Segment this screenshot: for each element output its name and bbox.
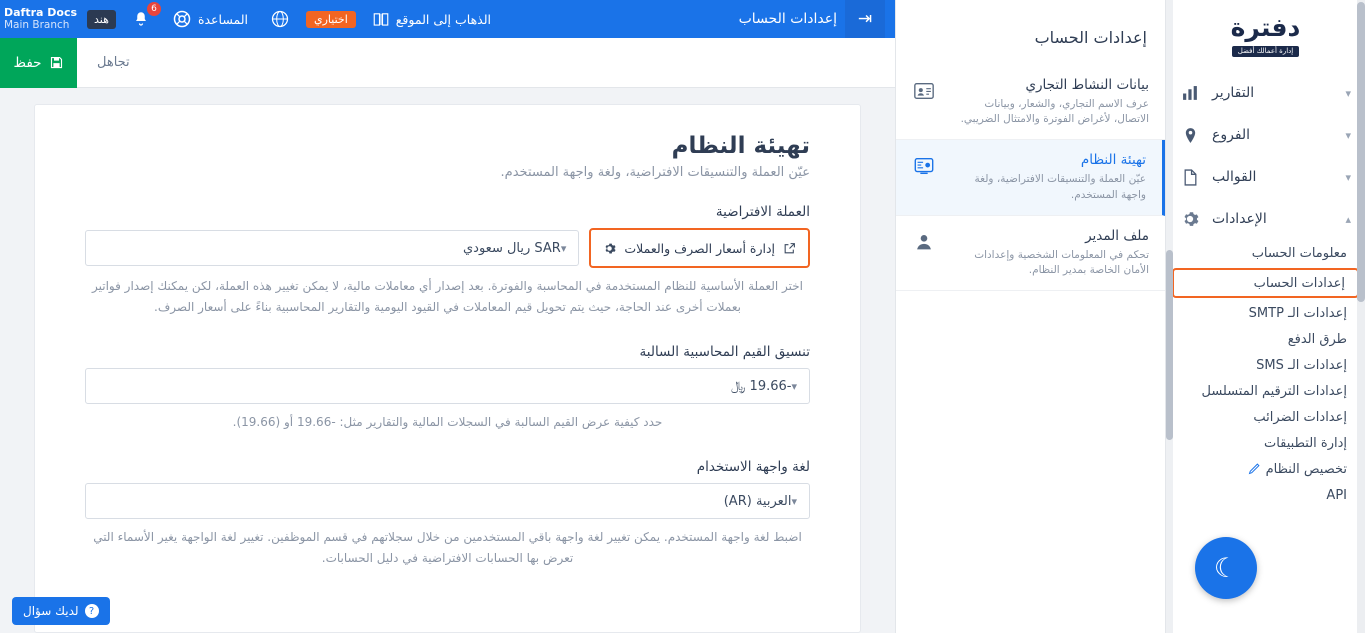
sidebar-group-templates[interactable] xyxy=(1166,156,1365,198)
sidebar-item-account-info[interactable] xyxy=(1166,240,1365,266)
default-currency-help: اختر العملة الأساسية للنظام المستخدمة في المحاسبة والفوترة. بعد إصدار أي معاملات مالية، لا يمكن تغيير هذه العملة، لكن يمكنك إصدار فواتير بعملات أخرى عند الحاجة، حيث يتم تحويل قيم المعاملات في القيود اليومية والتقارير المحاسبية بناءً على أسعار الصرف. xyxy=(91,279,804,314)
default-currency-value: SAR ريال سعودي xyxy=(463,240,561,256)
sidebar-group-label: الإعدادات xyxy=(1212,211,1267,227)
topbar-item-label: المساعدة xyxy=(197,11,248,27)
brand-tagline: إدارة أعمالك أفضل xyxy=(1232,46,1300,57)
ui-language-row xyxy=(85,483,810,519)
book-icon xyxy=(372,10,390,28)
globe-icon xyxy=(270,9,290,29)
ui-language-select[interactable] xyxy=(85,483,810,519)
topbar-help[interactable] xyxy=(166,0,254,38)
branch-title: Daftra Docs xyxy=(4,5,78,19)
action-bar xyxy=(0,38,895,88)
topbar-right-cluster xyxy=(731,0,885,38)
page-scrollbar-thumb[interactable] xyxy=(1357,2,1365,302)
ui-language-help: اضبط لغة واجهة المستخدم. يمكن تغيير لغة واجهة باقي المستخدمين من خلال سجلاتهم في قسم الموظفين. تغيير لغة الواجهة يغير الأسماء التي تعرض بها الحسابات الافتراضية في دليل الحسابات. xyxy=(93,530,802,565)
sidebar-item-label: طرق الدفع xyxy=(1287,331,1347,347)
top-bar xyxy=(0,0,895,38)
negative-format-help: حدد كيفية عرض القيم السالبة في السجلات المالية والتقارير مثل: -19.66 أو (19.66). xyxy=(232,415,663,429)
sidebar-item-label: إعدادات الترقيم المتسلسل xyxy=(1201,383,1347,399)
sidebar-item-payment-methods[interactable] xyxy=(1166,326,1365,352)
system-config-icon xyxy=(912,154,936,178)
ui-language-label: لغة واجهة الاستخدام xyxy=(696,459,810,475)
collapse-menu-icon[interactable]: ⇥ xyxy=(845,0,885,38)
panel-item-title: تهيئة النظام xyxy=(1080,152,1146,169)
gear-icon xyxy=(1180,209,1200,229)
panel-item-desc: عيّن العملة والتنسيقات الافتراضية، ولغة واجهة المستخدم. xyxy=(974,173,1146,201)
sidebar-item-api[interactable] xyxy=(1166,482,1365,508)
sidebar-item-label: تخصيص النظام xyxy=(1265,461,1347,477)
panel-item-business-data[interactable] xyxy=(896,65,1165,140)
bar-chart-icon xyxy=(1180,83,1200,103)
ignore-button[interactable]: تجاهل xyxy=(97,55,130,70)
branch-subtitle: Main Branch xyxy=(4,19,70,32)
ui-language-value: العربية (AR) xyxy=(723,493,792,509)
sidebar-item-label: إعدادات الحساب xyxy=(1253,275,1345,291)
topbar-notifications[interactable] xyxy=(126,0,156,38)
sidebar-item-account-settings[interactable] xyxy=(1172,268,1359,298)
chevron-up-icon: ▴ xyxy=(1345,212,1351,226)
panel-item-desc: عرف الاسم التجاري، والشعار، وبيانات الاتصال، لأغراض الفوترة والامتثال الضريبي. xyxy=(960,98,1149,126)
panel-item-title: بيانات النشاط التجاري xyxy=(1025,77,1149,93)
sidebar-item-label: إعدادات الـ SMTP xyxy=(1248,305,1347,321)
panel-item-system-config[interactable] xyxy=(896,140,1165,215)
sidebar-group-branches[interactable] xyxy=(1166,114,1365,156)
save-button-label: حفظ xyxy=(13,54,42,71)
lifebuoy-icon xyxy=(172,9,192,29)
topbar-item-label: الذهاب إلى الموقع xyxy=(395,11,492,27)
gear-icon xyxy=(603,242,616,255)
negative-format-value: -19.66 ﷼ xyxy=(731,378,792,394)
sidebar-item-label: معلومات الحساب xyxy=(1251,245,1347,261)
page-title: تهيئة النظام xyxy=(671,133,810,159)
branch-indicator[interactable] xyxy=(0,6,77,33)
help-fab-label: لديك سؤال xyxy=(23,604,79,618)
panel-item-admin-profile[interactable] xyxy=(896,216,1165,291)
sidebar-scrollbar[interactable] xyxy=(1166,0,1173,633)
chevron-down-icon: ▾ xyxy=(1345,170,1351,184)
topbar-account-settings-label: إعدادات الحساب xyxy=(738,11,837,27)
document-icon xyxy=(1180,167,1200,187)
chevron-down-icon: ▾ xyxy=(1345,86,1351,100)
sidebar-group-label: القوالب xyxy=(1212,169,1257,185)
location-pin-icon xyxy=(1180,125,1200,145)
system-config-card xyxy=(34,104,861,633)
id-card-icon xyxy=(912,79,936,103)
chevron-down-icon: ▾ xyxy=(560,241,567,255)
chat-bubble-icon[interactable]: ☾ xyxy=(1195,537,1257,599)
sidebar-item-label: إعدادات الـ SMS xyxy=(1256,357,1347,373)
page-subtitle: عيّن العملة والتنسيقات الافتراضية، ولغة واجهة المستخدم. xyxy=(500,165,810,180)
topbar-go-to-site[interactable] xyxy=(366,0,497,38)
manage-exchange-rates-button[interactable] xyxy=(589,228,810,268)
sidebar-group-label: الفروع xyxy=(1212,127,1251,143)
sidebar-item-label: إعدادات الضرائب xyxy=(1253,409,1347,425)
chevron-down-icon: ▾ xyxy=(791,379,797,393)
default-currency-row xyxy=(85,228,810,268)
brand-name: دفترة xyxy=(1230,13,1301,42)
notification-count-badge: 6 xyxy=(147,2,161,16)
sidebar-item-system-customization[interactable] xyxy=(1166,456,1365,482)
sidebar-group-reports[interactable] xyxy=(1166,72,1365,114)
negative-format-label: تنسيق القيم المحاسبية السالبة xyxy=(639,344,810,360)
panel-title: إعدادات الحساب xyxy=(1034,28,1147,47)
sidebar-group-label: التقارير xyxy=(1212,85,1255,101)
sidebar-item-sequential-numbering[interactable] xyxy=(1166,378,1365,404)
topbar-language-globe[interactable] xyxy=(264,0,296,38)
pencil-icon xyxy=(1246,463,1260,475)
sidebar-item-tax-settings[interactable] xyxy=(1166,404,1365,430)
topbar-optional-badge[interactable]: اختياري xyxy=(306,11,356,28)
chevron-down-icon: ▾ xyxy=(1345,128,1351,142)
sidebar-item-apps-management[interactable] xyxy=(1166,430,1365,456)
sidebar-item-label: API xyxy=(1326,487,1347,503)
account-settings-panel xyxy=(895,0,1165,633)
user-icon xyxy=(912,230,936,254)
help-question-button[interactable] xyxy=(12,597,110,625)
default-currency-label: العملة الافتراضية xyxy=(715,204,810,220)
save-button[interactable] xyxy=(0,38,77,88)
chevron-down-icon: ▾ xyxy=(791,494,797,508)
sidebar-scrollbar-thumb[interactable] xyxy=(1166,250,1173,440)
brand-logo[interactable] xyxy=(1166,0,1365,72)
manage-button-label: إدارة أسعار الصرف والعملات xyxy=(624,240,775,256)
content-area xyxy=(0,88,895,633)
sidebar-settings-subnav xyxy=(1166,240,1365,512)
sidebar-item-smtp-settings[interactable] xyxy=(1166,300,1365,326)
negative-format-row xyxy=(85,368,810,404)
sidebar-item-label: إدارة التطبيقات xyxy=(1263,435,1347,451)
question-mark-icon: ? xyxy=(85,604,99,618)
topbar-user-chip[interactable]: هند xyxy=(87,10,116,29)
topbar-left-cluster xyxy=(0,0,497,38)
panel-item-desc: تحكم في المعلومات الشخصية وإعدادات الأمان الخاصة بمدير النظام. xyxy=(974,248,1149,277)
panel-item-title: ملف المدير xyxy=(1085,227,1149,244)
sidebar-group-settings[interactable] xyxy=(1166,198,1365,240)
floppy-disk-icon xyxy=(49,55,64,70)
sidebar-item-sms-settings[interactable] xyxy=(1166,352,1365,378)
external-link-icon xyxy=(783,242,796,255)
default-currency-select[interactable] xyxy=(85,230,579,266)
main-sidebar xyxy=(1165,0,1365,633)
negative-format-select[interactable] xyxy=(85,368,810,404)
page-scrollbar[interactable] xyxy=(1357,0,1365,633)
